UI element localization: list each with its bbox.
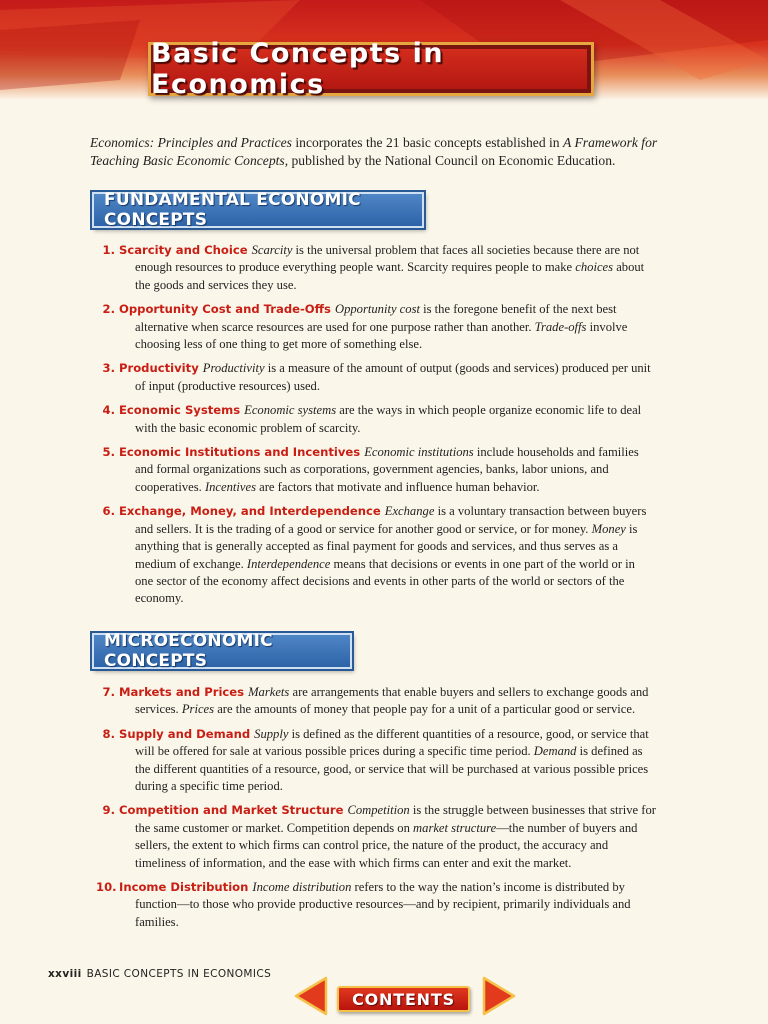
- concept-key-term: Incentives: [204, 479, 256, 494]
- section-heading-label: MICROECONOMIC CONCEPTS: [104, 631, 273, 671]
- concept-text: involve choosing less of one thing to get more of something else.: [135, 319, 628, 352]
- section-heading-label: FUNDAMENTAL ECONOMIC CONCEPTS: [104, 190, 361, 230]
- previous-page-button[interactable]: [294, 976, 328, 1021]
- concept-number: 6.: [102, 504, 115, 519]
- concept-text: include households and families and formal organizations such as corporations, government agencies, banks, labor unions, and cooperatives.: [135, 445, 639, 494]
- concept-number: 10.: [96, 880, 117, 895]
- page-title-box: [148, 38, 594, 100]
- concept-key-term: Scarcity: [251, 243, 293, 257]
- concept-key-term: Markets: [248, 685, 290, 699]
- concept-item: [96, 684, 656, 719]
- concept-item: [96, 444, 656, 496]
- concept-number: 9.: [102, 803, 115, 818]
- contents-button-label: CONTENTS: [352, 989, 455, 1009]
- concept-key-term: Economic institutions: [364, 445, 474, 460]
- page-footer: [48, 968, 271, 980]
- concept-key-term: Opportunity cost: [334, 302, 420, 317]
- concept-text: is defined as the different quantities of a resource, good, or service that will be purchased at various possible prices during a specific time period.: [135, 744, 649, 794]
- concept-item: [96, 360, 656, 395]
- concept-key-term: Money: [591, 521, 626, 536]
- concept-number: 4.: [102, 403, 115, 418]
- concept-item: [96, 402, 656, 437]
- concept-text: is defined as the different quantities of a resource, good, or service that will be offered for sale at various possible prices during a specific time period.: [135, 726, 649, 759]
- intro-book-title: Economics: Principles and Practices: [90, 135, 292, 150]
- intro-text-b: , published by the National Council on Economic Education.: [284, 153, 616, 168]
- running-head: BASIC CONCEPTS IN ECONOMICS: [86, 968, 272, 980]
- concept-item: [96, 726, 656, 796]
- concept-term: Exchange, Money, and Interdependence: [119, 504, 381, 519]
- concept-term: Scarcity and Choice: [119, 243, 248, 257]
- concept-text: are the amounts of money that people pay for a unit of a particular good or service.: [214, 702, 636, 717]
- concept-item: [96, 503, 656, 607]
- concept-term: Supply and Demand: [119, 726, 251, 741]
- concept-text: is the foregone benefit of the next best alternative when scarce resources are used for one purpose rather than another.: [135, 302, 617, 334]
- concept-number: 3.: [102, 361, 115, 376]
- concept-text: is the universal problem that faces all societies because there are not enough resources to produce everything people want. Scarcity requires people to make: [135, 243, 640, 275]
- concept-key-term: Interdependence: [246, 556, 331, 571]
- next-page-button[interactable]: [482, 976, 516, 1021]
- concept-term: Economic Institutions and Incentives: [119, 445, 361, 460]
- concept-key-term: Exchange: [384, 504, 435, 519]
- intro-paragraph: [90, 134, 660, 170]
- concept-key-term: Trade-offs: [534, 319, 587, 334]
- concept-key-term: Competition: [347, 803, 410, 818]
- page-title: Basic Concepts in Economics: [151, 38, 445, 100]
- concept-key-term: Supply: [254, 726, 289, 741]
- concept-number: 5.: [102, 445, 115, 460]
- concept-list-microeconomic: [96, 684, 656, 938]
- concept-item: [96, 301, 656, 353]
- concept-number: 7.: [102, 685, 115, 699]
- concept-text: are factors that motivate and influence human behavior.: [255, 479, 540, 494]
- concept-number: 2.: [102, 302, 115, 317]
- intro-text-a: incorporates the 21 basic concepts established in: [291, 135, 564, 150]
- concept-key-term: Economic systems: [244, 403, 337, 418]
- concept-term: Economic Systems: [119, 403, 241, 418]
- concept-text: means that decisions or events in one part of the world or in one sector of the economy affect decisions and events in other parts of the world or sectors of the economy.: [135, 556, 635, 606]
- concept-term: Markets and Prices: [119, 685, 245, 699]
- concept-term: Income Distribution: [119, 880, 249, 895]
- concept-text: is anything that is generally accepted as final payment for goods and services, and thus serves as a medium of exchange.: [135, 521, 638, 571]
- concept-key-term: Demand: [533, 744, 577, 759]
- arrow-left-icon: [294, 976, 328, 1016]
- concept-list-fundamental: [96, 242, 656, 615]
- section-heading-microeconomic: [92, 633, 352, 669]
- concept-text: are arrangements that enable buyers and sellers to exchange goods and services.: [135, 685, 649, 717]
- concept-number: 8.: [102, 726, 115, 741]
- concept-text: is a voluntary transaction between buyers and sellers. It is the trading of a good or service for another good or service, or for money.: [135, 504, 647, 536]
- concept-text: are the ways in which people organize economic life to deal with the basic economic problem of scarcity.: [135, 403, 642, 435]
- section-heading-fundamental: [92, 192, 424, 228]
- intro-framework-title: A Framework for Teaching Basic Economic Concepts: [90, 135, 658, 168]
- concept-number: 1.: [102, 243, 115, 257]
- concept-key-term: Prices: [181, 702, 215, 717]
- concept-key-term: Income distribution: [252, 880, 352, 895]
- concept-item: [96, 802, 656, 872]
- concept-key-term: Productivity: [202, 361, 265, 376]
- concept-text: —the number of buyers and sellers, the extent to which firms can control price, the nature of the product, the accuracy and timeliness of information, and the ease with which firms can enter and exit the market.: [135, 820, 638, 870]
- concept-item: [96, 879, 656, 931]
- concept-item: [96, 242, 656, 294]
- concept-key-term: choices: [575, 260, 614, 275]
- contents-button[interactable]: [337, 986, 470, 1012]
- concept-text: refers to the way the nation’s income is distributed by function—to those who provide productive resources—and by recipient, primarily individuals and families.: [135, 880, 631, 929]
- arrow-right-icon: [482, 976, 516, 1016]
- concept-term: Productivity: [119, 361, 199, 376]
- concept-text: about the goods and services they use.: [135, 260, 645, 292]
- concept-text: is a measure of the amount of output (goods and services) produced per unit of input (productive resources) used.: [135, 361, 651, 393]
- concept-text: is the struggle between businesses that strive for the same customer or market. Competition depends on: [135, 803, 656, 835]
- concept-term: Opportunity Cost and Trade-Offs: [119, 302, 331, 317]
- concept-key-term: market structure: [413, 820, 497, 835]
- page-number: xxviii: [48, 968, 82, 980]
- concept-term: Competition and Market Structure: [119, 803, 344, 818]
